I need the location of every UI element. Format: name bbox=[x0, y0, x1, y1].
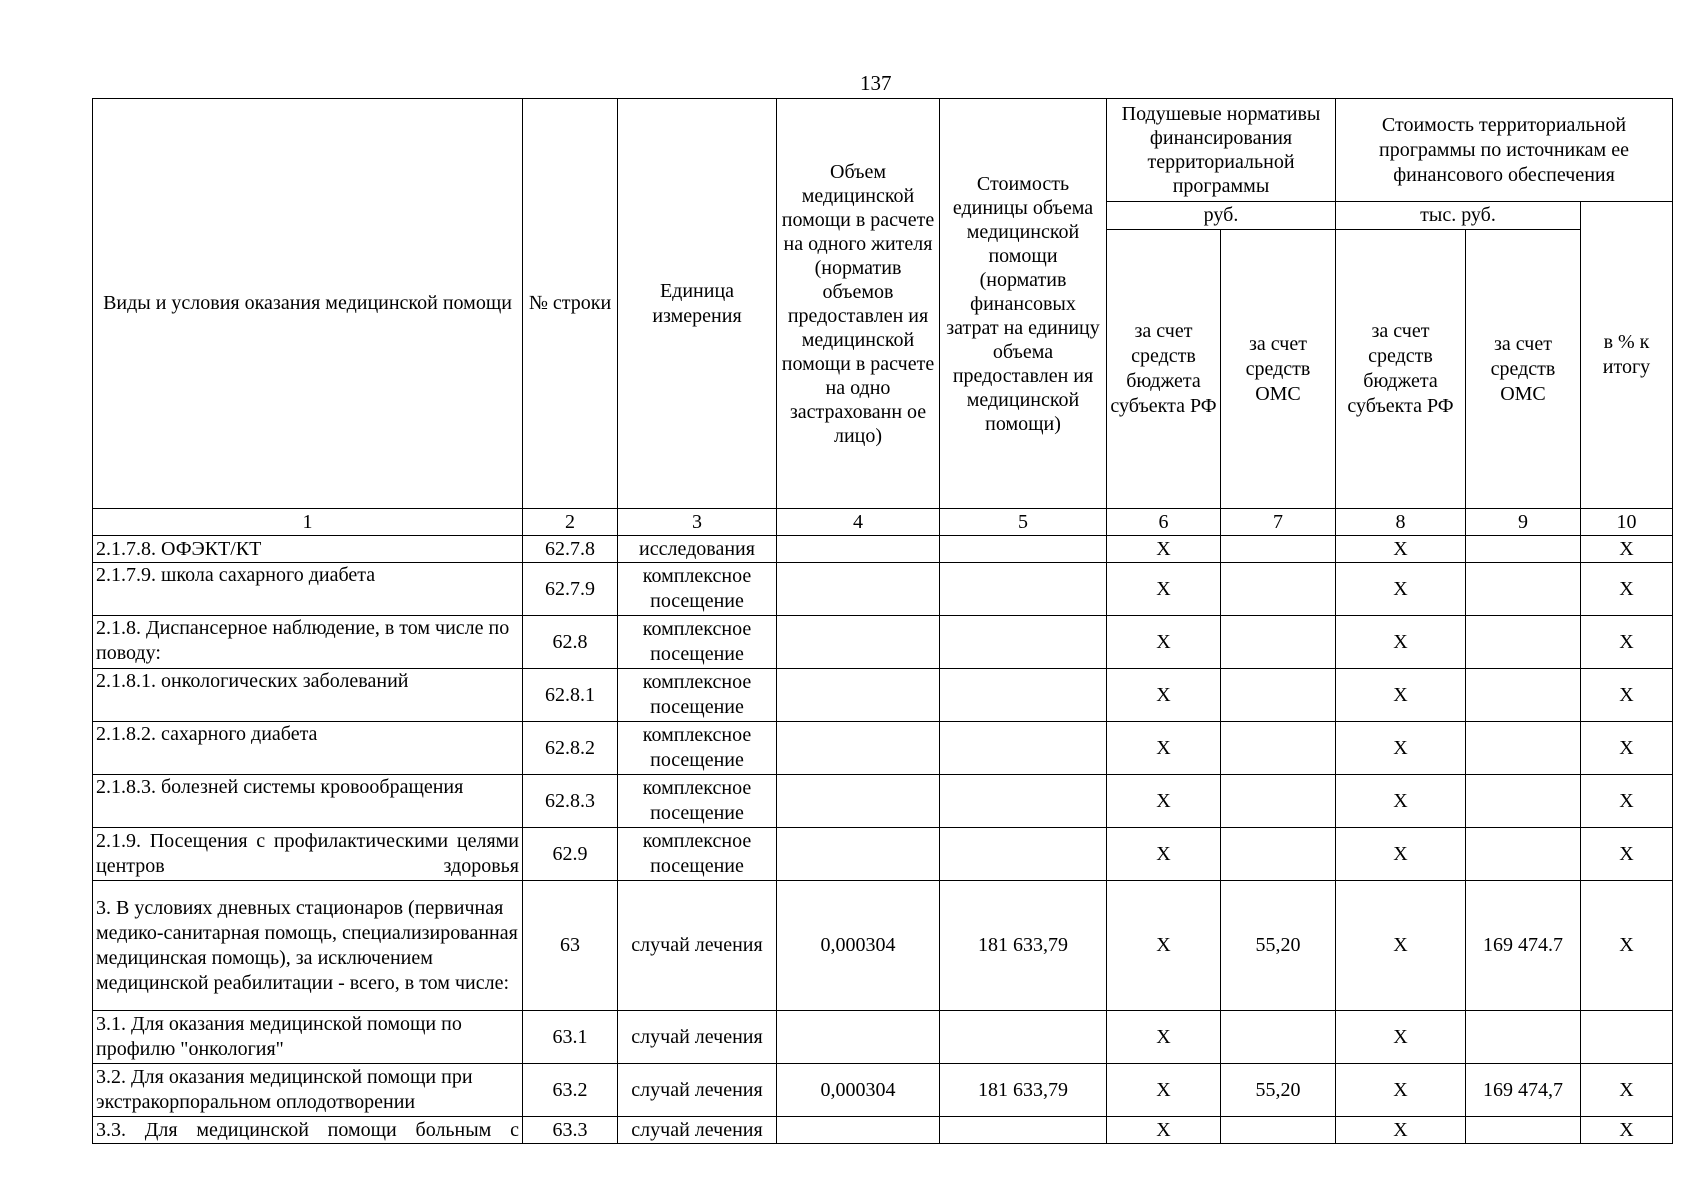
row-per-capita-oms bbox=[1221, 828, 1336, 881]
row-cost-oms bbox=[1466, 828, 1581, 881]
row-percent: Х bbox=[1581, 881, 1673, 1011]
column-number: 2 bbox=[523, 509, 618, 536]
row-per-capita-budget: Х bbox=[1107, 536, 1221, 563]
row-unit: комплексное посещение bbox=[618, 828, 777, 881]
row-per-capita-oms: 55,20 bbox=[1221, 1064, 1336, 1117]
row-percent: Х bbox=[1581, 563, 1673, 616]
row-volume bbox=[777, 828, 940, 881]
row-cost-oms bbox=[1466, 536, 1581, 563]
row-cost-oms: 169 474,7 bbox=[1466, 1064, 1581, 1117]
row-line-number: 62.8.2 bbox=[523, 722, 618, 775]
row-cost-budget: Х bbox=[1336, 1117, 1466, 1144]
row-name: 2.1.9. Посещения с профилактическими целями центров здоровья bbox=[93, 828, 523, 881]
financing-table bbox=[92, 98, 1673, 1144]
row-name: 2.1.8.2. сахарного диабета bbox=[93, 722, 523, 775]
row-name: 2.1.8.1. онкологических заболеваний bbox=[93, 669, 523, 722]
row-per-capita-budget: Х bbox=[1107, 669, 1221, 722]
column-number: 1 bbox=[93, 509, 523, 536]
table-row bbox=[93, 1117, 1673, 1144]
table-row bbox=[93, 1011, 1673, 1064]
row-unit: случай лечения bbox=[618, 1011, 777, 1064]
row-unit-cost bbox=[940, 1117, 1107, 1144]
header-program-cost-group: Стоимость территориальной программы по источникам ее финансового обеспечения bbox=[1336, 99, 1673, 202]
row-percent: Х bbox=[1581, 536, 1673, 563]
row-line-number: 63.3 bbox=[523, 1117, 618, 1144]
row-cost-budget: Х bbox=[1336, 669, 1466, 722]
row-line-number: 62.7.8 bbox=[523, 536, 618, 563]
row-percent: Х bbox=[1581, 616, 1673, 669]
row-per-capita-oms bbox=[1221, 616, 1336, 669]
row-name: 3.1. Для оказания медицинской помощи по профилю "онкология" bbox=[93, 1011, 523, 1064]
header-unit-cost: Стоимость единицы объема медицинской помощи (норматив финансовых затрат на единицу объема предоставлен ия медицинской помощи) bbox=[940, 99, 1107, 509]
column-number: 4 bbox=[777, 509, 940, 536]
row-line-number: 62.7.9 bbox=[523, 563, 618, 616]
header-cost-budget: за счет средств бюджета субъекта РФ bbox=[1336, 230, 1466, 509]
row-cost-oms bbox=[1466, 722, 1581, 775]
row-unit-cost bbox=[940, 616, 1107, 669]
row-unit: случай лечения bbox=[618, 1117, 777, 1144]
table-row bbox=[93, 1064, 1673, 1117]
row-unit-cost bbox=[940, 1011, 1107, 1064]
column-number: 9 bbox=[1466, 509, 1581, 536]
row-per-capita-budget: Х bbox=[1107, 1011, 1221, 1064]
row-percent: Х bbox=[1581, 828, 1673, 881]
column-number: 8 bbox=[1336, 509, 1466, 536]
row-unit-cost bbox=[940, 775, 1107, 828]
row-per-capita-budget: Х bbox=[1107, 775, 1221, 828]
table-row bbox=[93, 563, 1673, 616]
header-per-capita-oms: за счет средств ОМС bbox=[1221, 230, 1336, 509]
row-cost-oms: 169 474.7 bbox=[1466, 881, 1581, 1011]
row-line-number: 63.1 bbox=[523, 1011, 618, 1064]
row-volume bbox=[777, 669, 940, 722]
row-volume bbox=[777, 775, 940, 828]
header-volume: Объем медицинской помощи в расчете на одного жителя (норматив объемов предоставлен ия медицинской помощи в расчете на одно застрахованн ое лицо) bbox=[777, 99, 940, 509]
row-cost-budget: Х bbox=[1336, 881, 1466, 1011]
row-cost-budget: Х bbox=[1336, 828, 1466, 881]
row-unit-cost: 181 633,79 bbox=[940, 1064, 1107, 1117]
row-name: 3.2. Для оказания медицинской помощи при экстракорпоральном оплодотворении bbox=[93, 1064, 523, 1117]
row-unit-cost bbox=[940, 828, 1107, 881]
row-cost-budget: Х bbox=[1336, 1011, 1466, 1064]
header-unit: Единица измерения bbox=[618, 99, 777, 509]
row-line-number: 63.2 bbox=[523, 1064, 618, 1117]
row-cost-oms bbox=[1466, 669, 1581, 722]
row-name: 2.1.7.9. школа сахарного диабета bbox=[93, 563, 523, 616]
row-unit: случай лечения bbox=[618, 881, 777, 1011]
row-percent bbox=[1581, 1011, 1673, 1064]
row-unit: комплексное посещение bbox=[618, 722, 777, 775]
row-per-capita-oms bbox=[1221, 563, 1336, 616]
row-per-capita-oms bbox=[1221, 1117, 1336, 1144]
table-row bbox=[93, 722, 1673, 775]
row-unit: комплексное посещение bbox=[618, 616, 777, 669]
row-volume bbox=[777, 536, 940, 563]
row-volume: 0,000304 bbox=[777, 881, 940, 1011]
table-row bbox=[93, 536, 1673, 563]
column-number: 7 bbox=[1221, 509, 1336, 536]
row-percent: Х bbox=[1581, 775, 1673, 828]
row-percent: Х bbox=[1581, 669, 1673, 722]
row-volume bbox=[777, 616, 940, 669]
row-percent: Х bbox=[1581, 1117, 1673, 1144]
table-row bbox=[93, 881, 1673, 1011]
row-name: 3. В условиях дневных стационаров (первичная медико-санитарная помощь, специализированная медицинская помощь), за исключением медицинской реабилитации - всего, в том числе: bbox=[93, 881, 523, 1011]
table-row bbox=[93, 616, 1673, 669]
row-per-capita-oms bbox=[1221, 775, 1336, 828]
row-line-number: 62.8.3 bbox=[523, 775, 618, 828]
row-per-capita-budget: Х bbox=[1107, 722, 1221, 775]
row-cost-oms bbox=[1466, 616, 1581, 669]
row-unit-cost bbox=[940, 722, 1107, 775]
row-cost-budget: Х bbox=[1336, 563, 1466, 616]
header-percent-total: в % к итогу bbox=[1581, 202, 1673, 509]
row-percent: Х bbox=[1581, 1064, 1673, 1117]
row-line-number: 62.8.1 bbox=[523, 669, 618, 722]
row-unit-cost: 181 633,79 bbox=[940, 881, 1107, 1011]
header-kind-of-care: Виды и условия оказания медицинской помощи bbox=[93, 99, 523, 509]
row-unit-cost bbox=[940, 669, 1107, 722]
row-volume bbox=[777, 563, 940, 616]
row-unit: комплексное посещение bbox=[618, 563, 777, 616]
row-per-capita-oms: 55,20 bbox=[1221, 881, 1336, 1011]
row-per-capita-oms bbox=[1221, 1011, 1336, 1064]
table-row bbox=[93, 669, 1673, 722]
row-cost-oms bbox=[1466, 775, 1581, 828]
row-cost-oms bbox=[1466, 1011, 1581, 1064]
column-number: 5 bbox=[940, 509, 1107, 536]
row-cost-budget: Х bbox=[1336, 775, 1466, 828]
row-unit: исследования bbox=[618, 536, 777, 563]
row-name: 2.1.8. Диспансерное наблюдение, в том числе по поводу: bbox=[93, 616, 523, 669]
row-line-number: 62.9 bbox=[523, 828, 618, 881]
row-cost-oms bbox=[1466, 1117, 1581, 1144]
header-per-capita-group: Подушевые нормативы финансирования территориальной программы bbox=[1107, 99, 1336, 202]
row-name: 2.1.7.8. ОФЭКТ/КТ bbox=[93, 536, 523, 563]
header-unit-thousand-rub: тыс. руб. bbox=[1336, 202, 1581, 230]
row-cost-budget: Х bbox=[1336, 536, 1466, 563]
row-line-number: 63 bbox=[523, 881, 618, 1011]
row-per-capita-budget: Х bbox=[1107, 616, 1221, 669]
row-per-capita-budget: Х bbox=[1107, 828, 1221, 881]
row-per-capita-oms bbox=[1221, 536, 1336, 563]
row-cost-budget: Х bbox=[1336, 722, 1466, 775]
row-unit-cost bbox=[940, 563, 1107, 616]
row-unit-cost bbox=[940, 536, 1107, 563]
row-volume bbox=[777, 1117, 940, 1144]
row-cost-budget: Х bbox=[1336, 1064, 1466, 1117]
row-line-number: 62.8 bbox=[523, 616, 618, 669]
row-per-capita-oms bbox=[1221, 722, 1336, 775]
row-volume: 0,000304 bbox=[777, 1064, 940, 1117]
row-cost-oms bbox=[1466, 563, 1581, 616]
row-percent: Х bbox=[1581, 722, 1673, 775]
row-name: 3.3. Для медицинской помощи больным с bbox=[93, 1117, 523, 1144]
header-line-number: № строки bbox=[523, 99, 618, 509]
row-cost-budget: Х bbox=[1336, 616, 1466, 669]
column-number: 6 bbox=[1107, 509, 1221, 536]
header-unit-rub: руб. bbox=[1107, 202, 1336, 230]
row-per-capita-budget: Х bbox=[1107, 1117, 1221, 1144]
row-per-capita-budget: Х bbox=[1107, 881, 1221, 1011]
row-per-capita-oms bbox=[1221, 669, 1336, 722]
row-name: 2.1.8.3. болезней системы кровообращения bbox=[93, 775, 523, 828]
table-row bbox=[93, 775, 1673, 828]
row-per-capita-budget: Х bbox=[1107, 563, 1221, 616]
page-number: 137 bbox=[860, 71, 892, 95]
table-row bbox=[93, 828, 1673, 881]
header-cost-oms: за счет средств ОМС bbox=[1466, 230, 1581, 509]
row-volume bbox=[777, 1011, 940, 1064]
column-number: 3 bbox=[618, 509, 777, 536]
row-per-capita-budget: Х bbox=[1107, 1064, 1221, 1117]
column-number: 10 bbox=[1581, 509, 1673, 536]
row-unit: комплексное посещение bbox=[618, 669, 777, 722]
row-unit: случай лечения bbox=[618, 1064, 777, 1117]
header-per-capita-budget: за счет средств бюджета субъекта РФ bbox=[1107, 230, 1221, 509]
row-volume bbox=[777, 722, 940, 775]
row-unit: комплексное посещение bbox=[618, 775, 777, 828]
